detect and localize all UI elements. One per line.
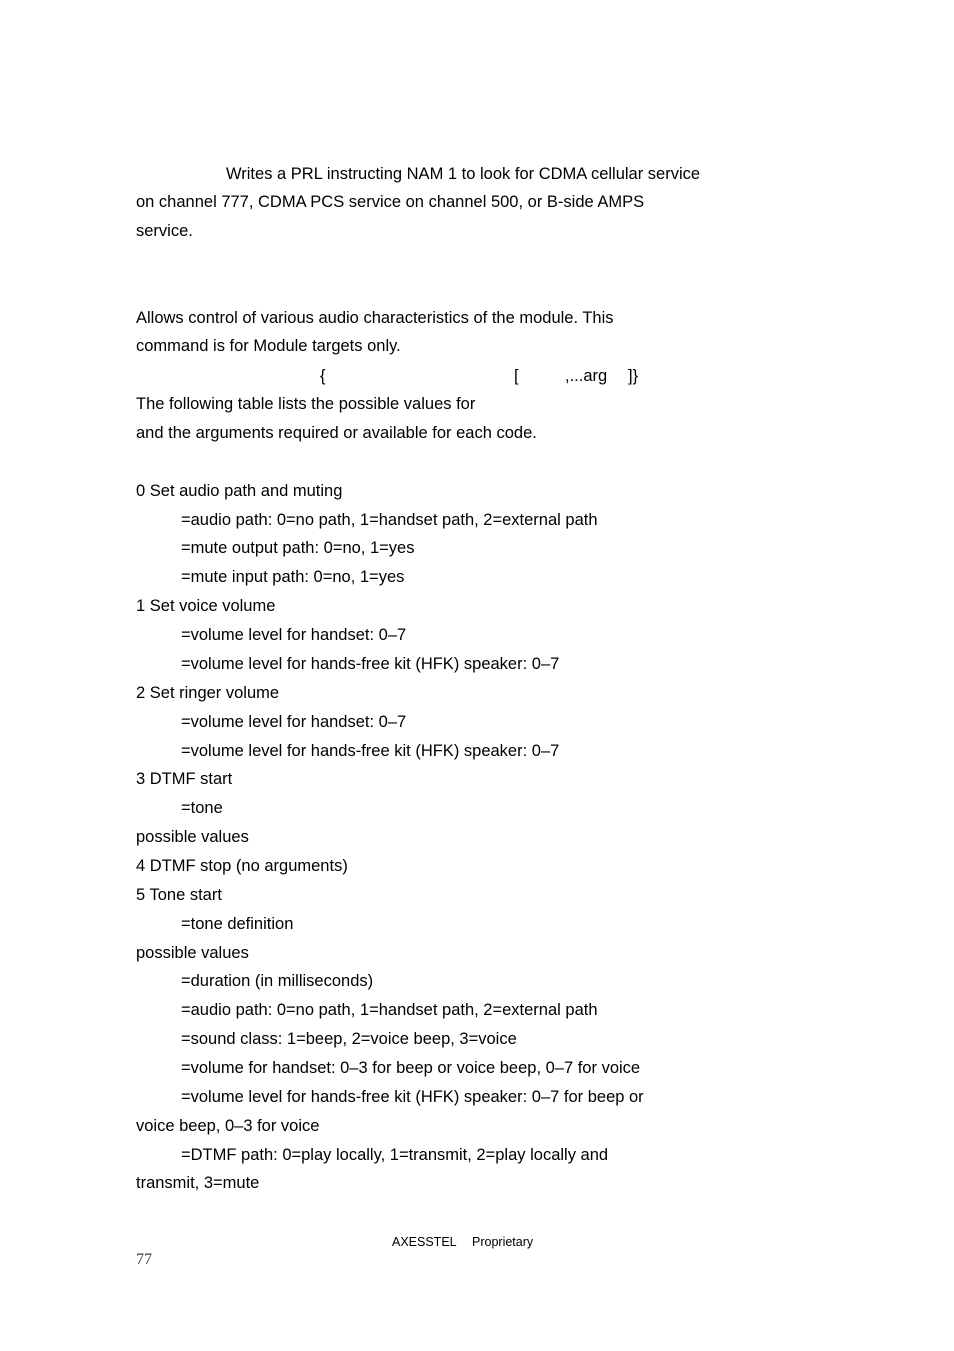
code-3-possible-values: possible values <box>136 828 249 846</box>
code-0-arg-2: =mute output path: 0=no, 1=yes <box>181 539 415 557</box>
prl-example-line-1: Writes a PRL instructing NAM 1 to look for CDMA cellular service <box>226 165 701 183</box>
syntax-close: ]} <box>628 367 639 385</box>
audio-description-line-2: command is for Module targets only. <box>136 337 401 355</box>
footer-company: AXESSTEL <box>392 1235 457 1249</box>
code-5-arg-1: =tone definition <box>181 915 294 933</box>
code-5-arg-2: =duration (in milliseconds) <box>181 972 374 990</box>
code-1-arg-2: =volume level for hands-free kit (HFK) speaker: 0–7 <box>181 655 560 673</box>
code-0-heading: 0 Set audio path and muting <box>136 482 343 500</box>
code-1-heading: 1 Set voice volume <box>136 597 276 615</box>
code-5-arg-6-continued: voice beep, 0–3 for voice <box>136 1117 320 1135</box>
code-4-heading: 4 DTMF stop (no arguments) <box>136 857 348 875</box>
code-5-arg-7: =DTMF path: 0=play locally, 1=transmit, 2=play locally and <box>181 1146 609 1164</box>
code-5-arg-7-continued: transmit, 3=mute <box>136 1174 260 1192</box>
table-intro-line-1: The following table lists the possible values for <box>136 395 476 413</box>
code-2-heading: 2 Set ringer volume <box>136 684 280 702</box>
code-5-possible-values: possible values <box>136 944 249 962</box>
prl-example-line-3: service. <box>136 222 193 240</box>
syntax-arg: ,...arg <box>565 367 608 385</box>
code-2-arg-1: =volume level for handset: 0–7 <box>181 713 407 731</box>
syntax-brace-open: { <box>320 367 326 385</box>
code-5-arg-6: =volume level for hands-free kit (HFK) speaker: 0–7 for beep or <box>181 1088 644 1106</box>
prl-example-line-2: on channel 777, CDMA PCS service on channel 500, or B-side AMPS <box>136 193 645 211</box>
code-5-arg-3: =audio path: 0=no path, 1=handset path, 2=external path <box>181 1001 598 1019</box>
code-2-arg-2: =volume level for hands-free kit (HFK) speaker: 0–7 <box>181 742 560 760</box>
audio-description-line-1: Allows control of various audio characteristics of the module. This <box>136 309 614 327</box>
page-number: 77 <box>136 1251 152 1268</box>
code-1-arg-1: =volume level for handset: 0–7 <box>181 626 407 644</box>
code-0-arg-1: =audio path: 0=no path, 1=handset path, 2=external path <box>181 511 598 529</box>
code-5-heading: 5 Tone start <box>136 886 222 904</box>
code-3-heading: 3 DTMF start <box>136 770 233 788</box>
code-5-arg-5: =volume for handset: 0–3 for beep or voice beep, 0–7 for voice <box>181 1059 641 1077</box>
table-intro-line-2: and the arguments required or available for each code. <box>136 424 537 442</box>
code-3-arg-1: =tone <box>181 799 223 817</box>
syntax-bracket-open: [ <box>514 367 519 385</box>
code-0-arg-3: =mute input path: 0=no, 1=yes <box>181 568 405 586</box>
code-5-arg-4: =sound class: 1=beep, 2=voice beep, 3=voice <box>181 1030 517 1048</box>
footer-proprietary-label: Proprietary <box>472 1235 534 1249</box>
